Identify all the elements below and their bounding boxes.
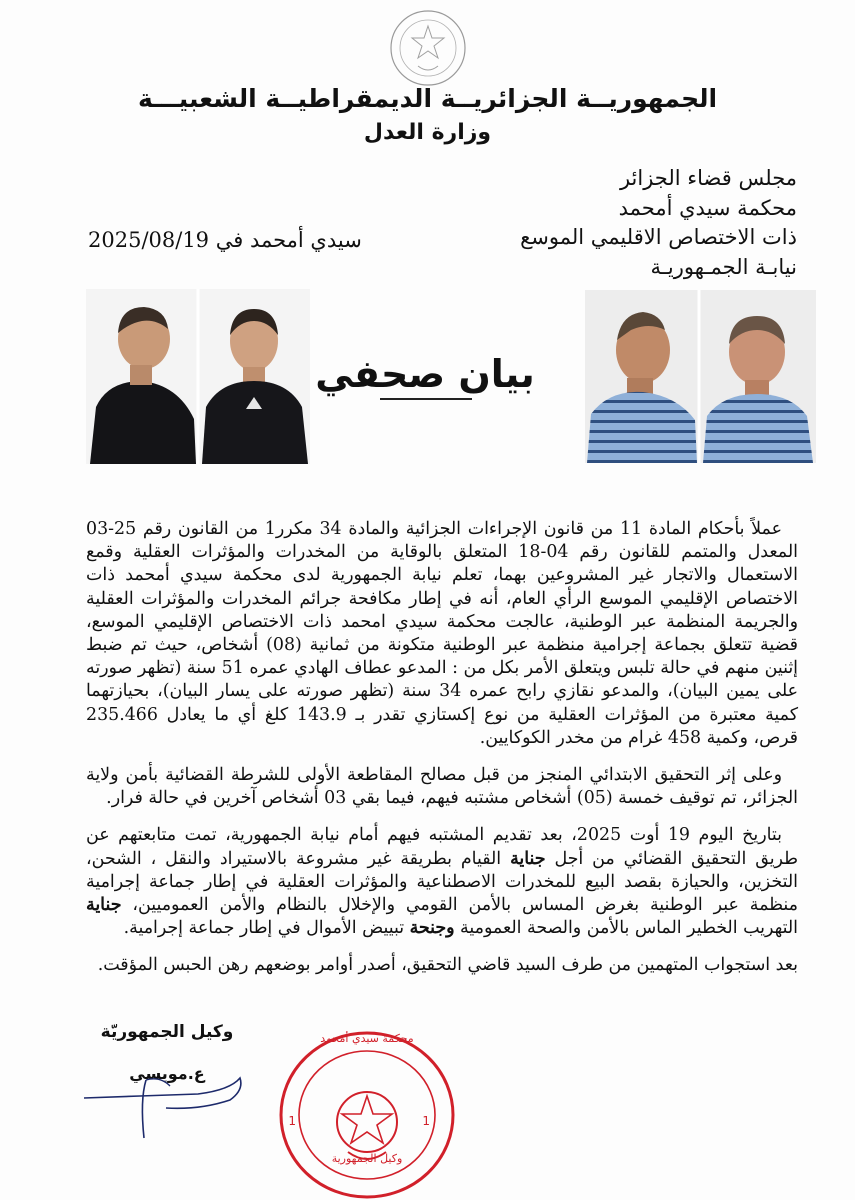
stamp-top-text: محكمة سيدي أمحمد bbox=[320, 1032, 414, 1045]
text-run: بتاريخ اليوم 19 أوت 2025، بعد تقديم المشتبه فيهم أمام نيابة الجمهورية، تمت متابعتهم عن طريق التحقيق القضائي من أجل bbox=[86, 825, 798, 869]
svg-text:1: 1 bbox=[422, 1114, 430, 1128]
republic-heading: الجمهوريــة الجزائريــة الديمقراطيــة الشعبيـــة bbox=[137, 84, 718, 113]
bold-term: جناية bbox=[86, 895, 122, 916]
handwritten-signature bbox=[80, 1060, 250, 1140]
text-run: تبييض الأموال في إطار جماعة إجرامية. bbox=[123, 918, 410, 939]
svg-text:1: 1 bbox=[288, 1114, 296, 1128]
signer-name: ع.مويسي bbox=[129, 1064, 205, 1083]
place-date: سيدي أمحمد في 2025/08/19 bbox=[88, 228, 362, 252]
national-emblem-icon bbox=[388, 8, 468, 88]
court-line: نيابـة الجمـهوريـة bbox=[650, 254, 797, 279]
text-run: التهريب الخطير الماس بالأمن والصحة العمومية bbox=[454, 918, 798, 939]
signer-title: وكيل الجمهوريّة bbox=[100, 1022, 234, 1042]
suspect-photo-left bbox=[86, 289, 310, 464]
court-line: ذات الاختصاص الاقليمي الموسع bbox=[520, 225, 797, 249]
bold-term: جناية bbox=[510, 848, 546, 869]
court-block bbox=[437, 164, 797, 282]
page-title: بيان صحفي bbox=[315, 352, 535, 396]
statement-paragraph: عملاً بأحكام المادة 11 من قانون الإجراءات الجزائية والمادة 34 مكرر1 من القانون رقم 25-03 المعدل والمتمم للقانون رقم 04-18 المتعلق بالوقاية من المخدرات والمؤثرات العقلية وقمع الاستعمال والاتجار غير المشروعين بهما، تعلم نيابة الجمهورية لدى محكمة سيدي أمحمد ذات الاختصاص الإقليمي الموسع الرأي العام، أنه في إطار مكافحة جرائم المخدرات والمؤثرات العقلية والجريمة المنظمة عبر الوطنية، عالجت محكمة سيدي امحمد ذات الاختصاص الإقليمي الموسع، قضية تتعلق بجماعة إجرامية منظمة عبر الوطنية متكونة من ثمانية (08) أشخاص، حيث تم ضبط إثنين منهم في حالة تلبس ويتعلق الأمر بكل من : المدعو عطاف الهادي عمره 51 سنة (تظهر صورته على يمين البيان)، والمدعو نقازي رابح عمره 34 سنة (تظهر صورته على يسار البيان)، بحيازتهما كمية معتبرة من المؤثرات العقلية من نوع إكستازي تقدر بـ 143.9 كلغ أي ما يعادل 235.466 قرص، وكمية 458 غرام من مخدر الكوكايين. bbox=[86, 519, 798, 748]
statement-paragraph bbox=[86, 824, 798, 940]
bold-term: وجنحة bbox=[409, 918, 455, 939]
stamp-bottom-text: وكيل الجمهورية bbox=[331, 1152, 403, 1165]
title-underline bbox=[380, 398, 472, 400]
court-line: محكمة سيدي أمحمد bbox=[618, 195, 797, 220]
statement-paragraph: وعلى إثر التحقيق الابتدائي المنجز من قبل مصالح المقاطعة الأولى للشرطة القضائية بأمن ولاية الجزائر، تم توقيف خمسة (05) أشخاص مشتبه فيهم، فيما بقي 03 أشخاص آخرين في حالة فرار. bbox=[86, 765, 798, 809]
suspect-photo-right bbox=[585, 290, 816, 463]
statement-paragraph: بعد استجواب المتهمين من طرف السيد قاضي التحقيق، أصدر أوامر بوضعهم رهن الحبس المؤقت. bbox=[97, 955, 798, 976]
court-line: مجلس قضاء الجزائر bbox=[619, 166, 797, 190]
text-run: القيام بطريقة غير مشروعة بالاستيراد والنقل ، الشحن، التخزين، والحيازة بقصد البيع للمخدرات الاصطناعية والمؤثرات العقلية في إطار جماعة إجرامية منظمة عبر الوطنية بغرض المساس بالأمن القومي والإخلال بالنظام والأمن العموميين، bbox=[86, 848, 798, 916]
official-stamp-icon bbox=[278, 1030, 456, 1200]
ministry-heading: وزارة العدل bbox=[363, 120, 492, 145]
statement-body bbox=[86, 518, 798, 992]
